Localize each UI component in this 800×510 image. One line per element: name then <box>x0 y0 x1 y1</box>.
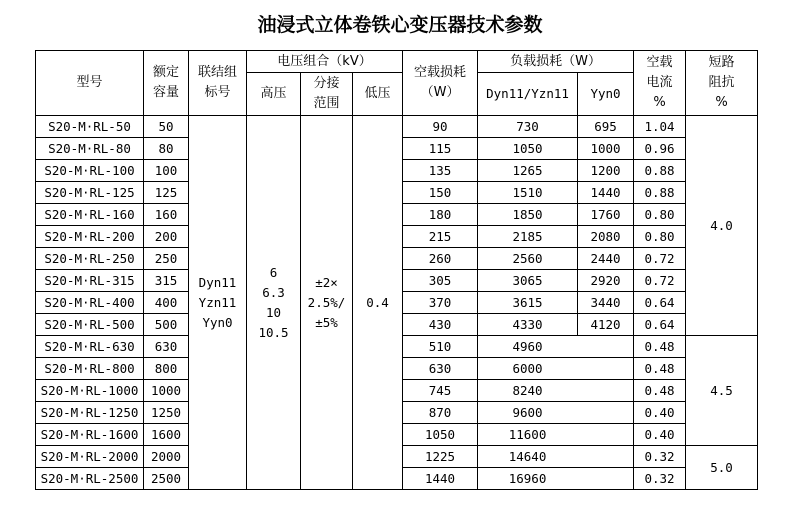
short-circuit-impedance-cell: 4.5 <box>686 336 758 446</box>
model-cell: S20-M·RL-500 <box>36 314 144 336</box>
table-row <box>36 116 758 138</box>
no-load-loss-cell: 1050 <box>403 424 478 446</box>
short-circuit-impedance-cell: 5.0 <box>686 446 758 490</box>
header-row <box>36 51 758 73</box>
load-loss-dyn11-yzn11-cell: 3065 <box>478 270 578 292</box>
header-low-voltage: 低压 <box>353 73 403 116</box>
high-voltage-cell <box>247 116 301 490</box>
no-load-current-cell: 1.04 <box>634 116 686 138</box>
no-load-loss-cell: 215 <box>403 226 478 248</box>
model-cell: S20-M·RL-1250 <box>36 402 144 424</box>
model-cell: S20-M·RL-630 <box>36 336 144 358</box>
tap-range-cell <box>301 116 353 490</box>
tap-range-value: ±2× <box>315 274 338 290</box>
load-loss-yyn0-cell: 4120 <box>578 314 634 336</box>
load-loss-dyn11-yzn11-cell: 3615 <box>478 292 578 314</box>
capacity-cell: 125 <box>144 182 189 204</box>
no-load-current-cell: 0.80 <box>634 226 686 248</box>
model-cell: S20-M·RL-800 <box>36 358 144 380</box>
no-load-loss-cell: 260 <box>403 248 478 270</box>
no-load-current-cell: 0.88 <box>634 182 686 204</box>
load-loss-cell: 4960 <box>478 336 634 358</box>
no-load-loss-cell: 510 <box>403 336 478 358</box>
high-voltage-value: 6.3 <box>262 284 285 300</box>
high-voltage-value: 10 <box>265 304 282 320</box>
high-voltage-value: 6 <box>269 264 278 280</box>
vector-group-value: Yzn11 <box>198 294 237 310</box>
no-load-loss-cell: 1225 <box>403 446 478 468</box>
model-cell: S20-M·RL-125 <box>36 182 144 204</box>
capacity-cell: 50 <box>144 116 189 138</box>
load-loss-cell: 9600 <box>478 402 634 424</box>
model-cell: S20-M·RL-1000 <box>36 380 144 402</box>
no-load-current-cell: 0.32 <box>634 446 686 468</box>
load-loss-cell: 16960 <box>478 468 634 490</box>
no-load-current-cell: 0.72 <box>634 270 686 292</box>
load-loss-yyn0-cell: 2920 <box>578 270 634 292</box>
header-no-load-loss <box>403 51 478 116</box>
capacity-cell: 400 <box>144 292 189 314</box>
capacity-cell: 630 <box>144 336 189 358</box>
no-load-loss-cell: 630 <box>403 358 478 380</box>
no-load-current-cell: 0.88 <box>634 160 686 182</box>
model-cell: S20-M·RL-2500 <box>36 468 144 490</box>
header-capacity-line: 额定 <box>152 65 179 80</box>
header-vector-group-line: 标号 <box>204 85 231 100</box>
model-cell: S20-M·RL-100 <box>36 160 144 182</box>
header-impedance-line: 短路 <box>708 55 735 70</box>
capacity-cell: 2000 <box>144 446 189 468</box>
header-vector-group <box>189 51 247 116</box>
no-load-current-cell: 0.48 <box>634 380 686 402</box>
load-loss-yyn0-cell: 1440 <box>578 182 634 204</box>
load-loss-cell: 14640 <box>478 446 634 468</box>
capacity-cell: 100 <box>144 160 189 182</box>
header-tap-range <box>301 73 353 116</box>
header-voltage-combination: 电压组合（kV） <box>247 51 403 73</box>
model-cell: S20-M·RL-160 <box>36 204 144 226</box>
load-loss-dyn11-yzn11-cell: 1510 <box>478 182 578 204</box>
load-loss-dyn11-yzn11-cell: 730 <box>478 116 578 138</box>
no-load-current-cell: 0.96 <box>634 138 686 160</box>
load-loss-cell: 8240 <box>478 380 634 402</box>
load-loss-dyn11-yzn11-cell: 4330 <box>478 314 578 336</box>
model-cell: S20-M·RL-200 <box>36 226 144 248</box>
header-high-voltage: 高压 <box>247 73 301 116</box>
no-load-loss-cell: 150 <box>403 182 478 204</box>
load-loss-yyn0-cell: 3440 <box>578 292 634 314</box>
no-load-loss-cell: 1440 <box>403 468 478 490</box>
header-impedance-line: % <box>715 95 728 110</box>
capacity-cell: 800 <box>144 358 189 380</box>
no-load-loss-cell: 180 <box>403 204 478 226</box>
capacity-cell: 80 <box>144 138 189 160</box>
page-title: 油浸式立体卷铁心变压器技术参数 <box>257 14 543 36</box>
model-cell: S20-M·RL-50 <box>36 116 144 138</box>
capacity-cell: 1000 <box>144 380 189 402</box>
no-load-loss-cell: 115 <box>403 138 478 160</box>
capacity-cell: 500 <box>144 314 189 336</box>
model-cell: S20-M·RL-315 <box>36 270 144 292</box>
no-load-loss-cell: 370 <box>403 292 478 314</box>
load-loss-yyn0-cell: 1760 <box>578 204 634 226</box>
no-load-loss-cell: 90 <box>403 116 478 138</box>
capacity-cell: 1600 <box>144 424 189 446</box>
load-loss-dyn11-yzn11-cell: 1265 <box>478 160 578 182</box>
header-capacity-line: 容量 <box>152 85 179 100</box>
load-loss-yyn0-cell: 1000 <box>578 138 634 160</box>
no-load-current-cell: 0.48 <box>634 336 686 358</box>
no-load-current-cell: 0.72 <box>634 248 686 270</box>
capacity-cell: 1250 <box>144 402 189 424</box>
capacity-cell: 160 <box>144 204 189 226</box>
no-load-loss-cell: 745 <box>403 380 478 402</box>
header-load-loss-dyn11-yzn11: Dyn11/Yzn11 <box>478 73 578 116</box>
load-loss-dyn11-yzn11-cell: 2560 <box>478 248 578 270</box>
no-load-current-cell: 0.32 <box>634 468 686 490</box>
no-load-loss-cell: 135 <box>403 160 478 182</box>
load-loss-dyn11-yzn11-cell: 1850 <box>478 204 578 226</box>
low-voltage-cell: 0.4 <box>353 116 403 490</box>
header-tap-range-line: 范围 <box>313 96 340 111</box>
tap-range-value: 2.5%/ <box>307 294 346 310</box>
vector-group-value: Yyn0 <box>202 314 233 330</box>
header-vector-group-line: 联结组 <box>197 65 237 80</box>
no-load-current-cell: 0.64 <box>634 314 686 336</box>
short-circuit-impedance-cell: 4.0 <box>686 116 758 336</box>
header-short-circuit-impedance <box>686 51 758 116</box>
header-no-load-loss-line: 空载损耗 <box>414 65 467 80</box>
header-load-loss: 负载损耗（W） <box>478 51 634 73</box>
header-impedance-line: 阻抗 <box>708 75 735 90</box>
load-loss-yyn0-cell: 695 <box>578 116 634 138</box>
header-no-load-current-line: 电流 <box>646 75 673 90</box>
vector-group-cell <box>189 116 247 490</box>
header-load-loss-yyn0: Yyn0 <box>578 73 634 116</box>
capacity-cell: 315 <box>144 270 189 292</box>
load-loss-yyn0-cell: 2440 <box>578 248 634 270</box>
no-load-loss-cell: 430 <box>403 314 478 336</box>
model-cell: S20-M·RL-80 <box>36 138 144 160</box>
parameter-table <box>35 50 758 490</box>
model-cell: S20-M·RL-400 <box>36 292 144 314</box>
header-tap-range-line: 分接 <box>313 76 340 91</box>
no-load-loss-cell: 870 <box>403 402 478 424</box>
no-load-loss-cell: 305 <box>403 270 478 292</box>
model-cell: S20-M·RL-2000 <box>36 446 144 468</box>
high-voltage-value: 10.5 <box>258 324 289 340</box>
load-loss-yyn0-cell: 1200 <box>578 160 634 182</box>
header-capacity <box>144 51 189 116</box>
vector-group-value: Dyn11 <box>198 274 237 290</box>
load-loss-dyn11-yzn11-cell: 1050 <box>478 138 578 160</box>
no-load-current-cell: 0.80 <box>634 204 686 226</box>
tap-range-value: ±5% <box>315 314 338 330</box>
load-loss-dyn11-yzn11-cell: 2185 <box>478 226 578 248</box>
header-no-load-current <box>634 51 686 116</box>
model-cell: S20-M·RL-1600 <box>36 424 144 446</box>
no-load-current-cell: 0.40 <box>634 424 686 446</box>
load-loss-cell: 11600 <box>478 424 634 446</box>
header-no-load-current-line: 空载 <box>646 55 673 70</box>
header-no-load-loss-line: （W） <box>420 85 460 100</box>
load-loss-cell: 6000 <box>478 358 634 380</box>
header-model: 型号 <box>36 51 144 116</box>
model-cell: S20-M·RL-250 <box>36 248 144 270</box>
capacity-cell: 200 <box>144 226 189 248</box>
load-loss-yyn0-cell: 2080 <box>578 226 634 248</box>
capacity-cell: 2500 <box>144 468 189 490</box>
no-load-current-cell: 0.48 <box>634 358 686 380</box>
no-load-current-cell: 0.40 <box>634 402 686 424</box>
capacity-cell: 250 <box>144 248 189 270</box>
header-no-load-current-line: % <box>653 95 666 110</box>
no-load-current-cell: 0.64 <box>634 292 686 314</box>
